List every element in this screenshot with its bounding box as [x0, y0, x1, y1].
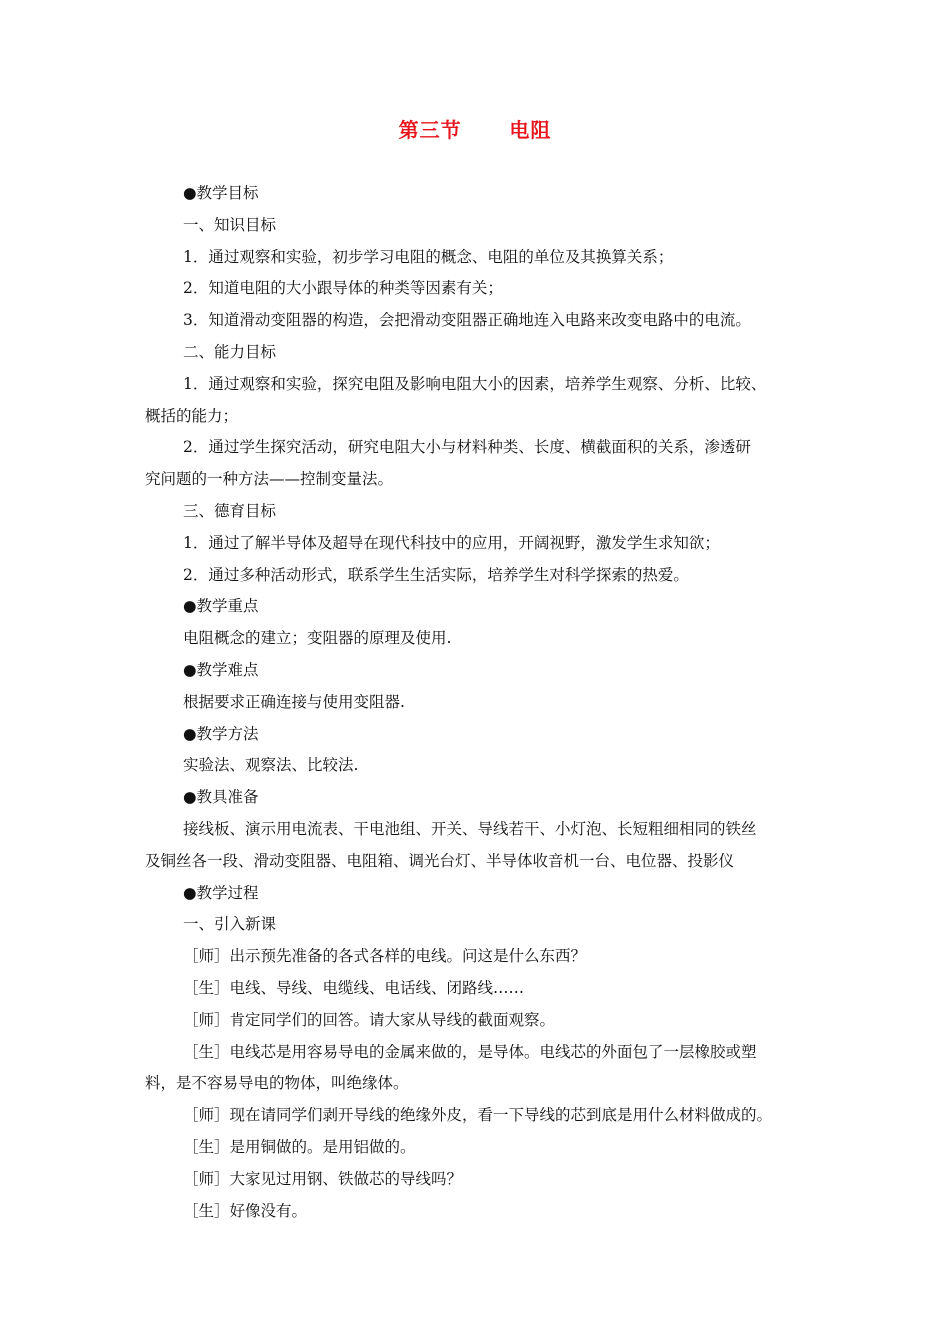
text-line: ［师］出示预先准备的各式各样的电线。问这是什么东西？ — [183, 947, 587, 966]
text-line: 2．通过学生探究活动，研究电阻大小与材料种类、长度、横截面积的关系，渗透研 — [183, 438, 751, 457]
text-line: 二、能力目标 — [183, 342, 277, 361]
document-body — [145, 178, 815, 1227]
text-line: ●教学方法 — [183, 724, 259, 743]
text-line: 三、德育目标 — [183, 501, 277, 520]
text-line: 2．通过多种活动形式，联系学生生活实际，培养学生对科学探索的热爱。 — [183, 565, 689, 584]
text-line: ［生］是用铜做的。是用铝做的。 — [183, 1137, 416, 1156]
text-line: 2．知道电阻的大小跟导体的种类等因素有关； — [183, 279, 503, 298]
text-line: 3．知道滑动变阻器的构造，会把滑动变阻器正确地连入电路来改变电路中的电流。 — [183, 311, 751, 330]
text-line: 一、知识目标 — [183, 215, 277, 234]
text-line: ●教具准备 — [183, 788, 259, 807]
text-line: ●教学过程 — [183, 883, 259, 902]
text-line: 1．通过观察和实验，初步学习电阻的概念、电阻的单位及其换算关系； — [183, 247, 674, 266]
text-line: ［生］电线、导线、电缆线、电话线、闭路线…… — [183, 978, 525, 997]
text-line: ［师］肯定同学们的回答。请大家从导线的截面观察。 — [183, 1010, 556, 1029]
page-title: 第三节 电阻 — [398, 118, 552, 142]
text-line: 接线板、演示用电流表、干电池组、开关、导线若干、小灯泡、长短粗细相同的铁丝 — [183, 819, 757, 838]
text-line: 根据要求正确连接与使用变阻器. — [183, 692, 405, 711]
text-line: ●教学重点 — [183, 597, 259, 616]
text-line: 概括的能力； — [145, 406, 239, 425]
text-line: ●教学难点 — [183, 660, 259, 679]
text-line: 实验法、观察法、比较法. — [183, 756, 359, 775]
text-line: 一、引入新课 — [183, 915, 277, 934]
text-line: 1．通过了解半导体及超导在现代科技中的应用，开阔视野，激发学生求知欲； — [183, 533, 720, 552]
text-line: ●教学目标 — [183, 184, 259, 202]
text-line: 究问题的一种方法——控制变量法。 — [145, 470, 394, 489]
text-line: ［师］现在请同学们剥开导线的绝缘外皮，看一下导线的芯到底是用什么材料做成的。 — [183, 1106, 773, 1125]
text-line: 料，是不容易导电的物体，叫绝缘体。 — [145, 1074, 409, 1093]
text-line: ［生］好像没有。 — [183, 1201, 308, 1220]
text-line: 及铜丝各一段、滑动变阻器、电阻箱、调光台灯、半导体收音机一台、电位器、投影仪 — [145, 851, 735, 870]
text-line: ［师］大家见过用钢、铁做芯的导线吗？ — [183, 1169, 463, 1188]
text-line: 电阻概念的建立；变阻器的原理及使用. — [183, 629, 452, 648]
text-line: ［生］电线芯是用容易导电的金属来做的，是导体。电线芯的外面包了一层橡胶或塑 — [183, 1042, 757, 1061]
text-line: 1．通过观察和实验，探究电阻及影响电阻大小的因素，培养学生观察、分析、比较、 — [183, 374, 767, 393]
